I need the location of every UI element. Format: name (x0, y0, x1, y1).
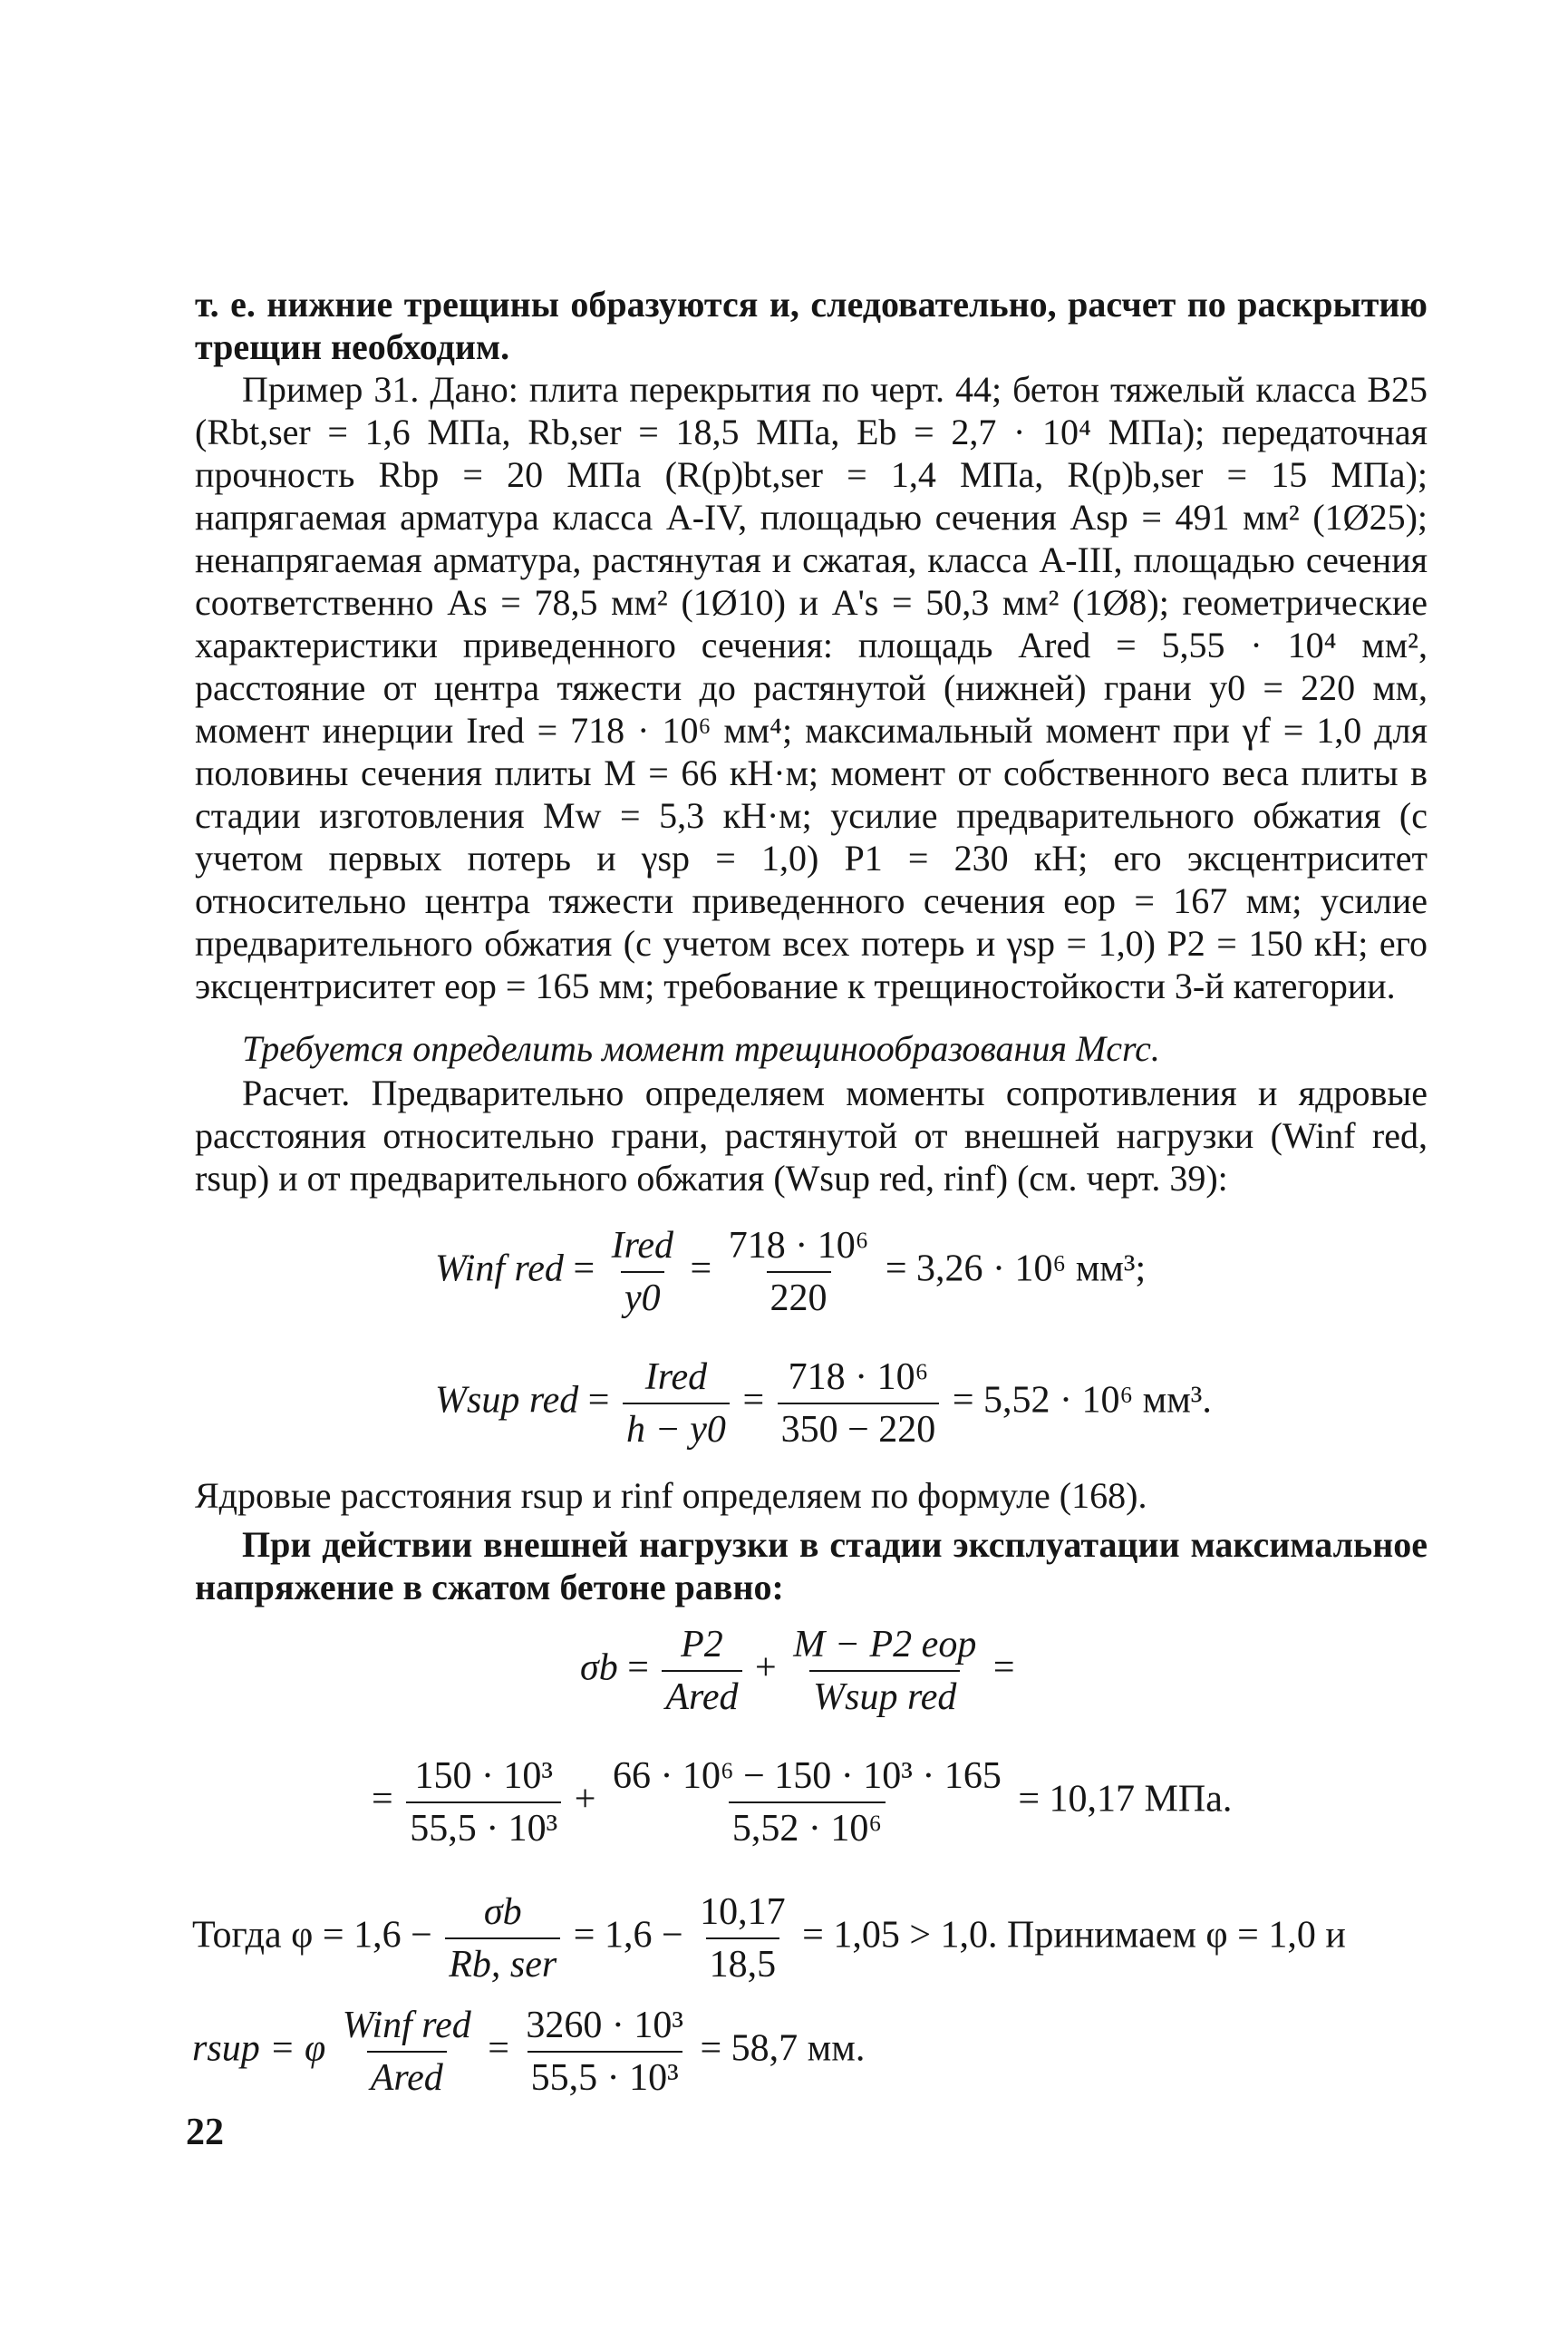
eq-lhs: Winf red (435, 1248, 564, 1290)
paragraph-required: Требуется определить момент трещинообразования Mcrc. (242, 1028, 1160, 1069)
fraction: $\frac{\sigma b}{\text{Rb, ser}}$ (445, 1890, 560, 1986)
fraction: $\frac{\text{718 · 10⁶}}{350 - 220}$ (778, 1355, 940, 1452)
page-number: 22 (186, 2112, 224, 2153)
fraction: $\frac{\text{3260 · 10³}}{\text{55,5 · 10³}}$ (526, 2005, 683, 2099)
fraction: $\frac{\text{M − P2 eop}}{\text{Wsup red}}$ (793, 1624, 977, 1718)
paragraph-core-distances: Ядровые расстояния rsup и rinf определяем по формуле (168). (195, 1475, 1147, 1516)
equation-sigma: σb = $\frac{P2}{\text{Ared}}$ + $\frac{\text{M − P2 eop}}{\text{Wsup red}}$ = (580, 1624, 1015, 1718)
paragraph-calculation: Расчет. Предварительно определяем моменты сопротивления и ядровые расстояния относительно грани, растянутой от внешней нагрузки (Winf red, rsup) и от предварительного обжатия (Wsup red, rinf) (см. черт. 39): (195, 1073, 1428, 1199)
fraction: $\frac{10,17}{18,5}$ (700, 1891, 786, 1986)
equation-sigma-numeric: = $\frac{\text{150 · 10³}}{\text{55,5 · 10³}}$ + $\frac{\text{66 · 10⁶ − 150 · 10³ · 165}}{\text{5,52 · 10⁶}}$ = 10,17 МПа. (372, 1755, 1233, 1850)
fraction: $\frac{\text{Winf red}}{\text{Ared}}$ (342, 2005, 471, 2099)
fraction: $\frac{\text{718 · 10⁶}}{220}$ (728, 1225, 869, 1319)
fraction: $\frac{P2}{\text{Ared}}$ (662, 1623, 741, 1719)
paragraph-example-31: Пример 31. Дано: плита перекрытия по черт. 44; бетон тяжелый класса В25 (Rbt,ser = 1,6 МПа, Rb,ser = 18,5 МПа, Eb = 2,7 · 10⁴ МПа); передаточная прочность Rbp = 20 МПа (R(p)bt,ser = 1,4 МПа, R(p)b,ser = 15 МПа); напрягаемая арматура класса А-IV, площадью сечения Asp = 491 мм² (1Ø25); ненапрягаемая арматура, растянутая и сжатая, класса А-III, площадью сечения соответственно As = 78,5 мм² (1Ø10) и A's = 50,3 мм² (1Ø8); геометрические характеристики приведенного сечения: площадь Ared = 5,55 · 10⁴ мм², расстояние от центра тяжести до растянутой (нижней) грани y0 = 220 мм, момент инерции Ired = 718 · 10⁶ мм⁴; максимальный момент при γf = 1,0 для половины сечения плиты M = 66 кН·м; момент от собственного веса плиты в стадии изготовления Mw = 5,3 кН·м; усилие предварительного обжатия (с учетом первых потерь и γsp = 1,0) P1 = 230 кН; его эксцентриситет относительно центра тяжести приведенного сечения eop = 167 мм; усилие предварительного обжатия (с учетом всех потерь и γsp = 1,0) P2 = 150 кН; его эксцентриситет eop = 165 мм; требование к трещиностойкости 3-й категории. (195, 369, 1428, 1006)
fraction: $\frac{\text{66 · 10⁶ − 150 · 10³ · 165}}{\text{5,52 · 10⁶}}$ (612, 1755, 1002, 1850)
equation-w-sup: Wsup red = $\frac{\text{Ired}}{h - y0}$ = $\frac{\text{718 · 10⁶}}{350 - 220}$ = 5,52 · 10⁶ мм³. (435, 1356, 1212, 1451)
eq-lhs: Wsup red (435, 1379, 579, 1422)
paragraph-intro: т. е. нижние трещины образуются и, следовательно, расчет по раскрытию трещин необходим. (195, 284, 1428, 367)
fraction: $\frac{\text{Ired}}{y0}$ (611, 1225, 674, 1319)
equation-phi: Тогда φ = 1,6 − $\frac{\sigma b}{\text{Rb, ser}}$ = 1,6 − $\frac{10,17}{18,5}$ = 1,05 > 1,0. Принимаем φ = 1,0 и (192, 1891, 1346, 1986)
fraction: $\frac{\text{150 · 10³}}{\text{55,5 · 10³}}$ (406, 1754, 561, 1850)
fraction: $\frac{\text{Ired}}{h - y0}$ (623, 1355, 730, 1452)
paragraph-stress: При действии внешней нагрузки в стадии эксплуатации максимальное напряжение в сжатом бетоне равно: (195, 1524, 1428, 1607)
equation-rsup: rsup = φ $\frac{\text{Winf red}}{\text{Ared}}$ = $\frac{\text{3260 · 10³}}{\text{55,5 · 10³}}$ = 58,7 мм. (192, 2005, 866, 2099)
equation-w-inf: Winf red = $\frac{\text{Ired}}{y0}$ = $\frac{\text{718 · 10⁶}}{220}$ = 3,26 · 10⁶ мм³; (435, 1225, 1147, 1319)
